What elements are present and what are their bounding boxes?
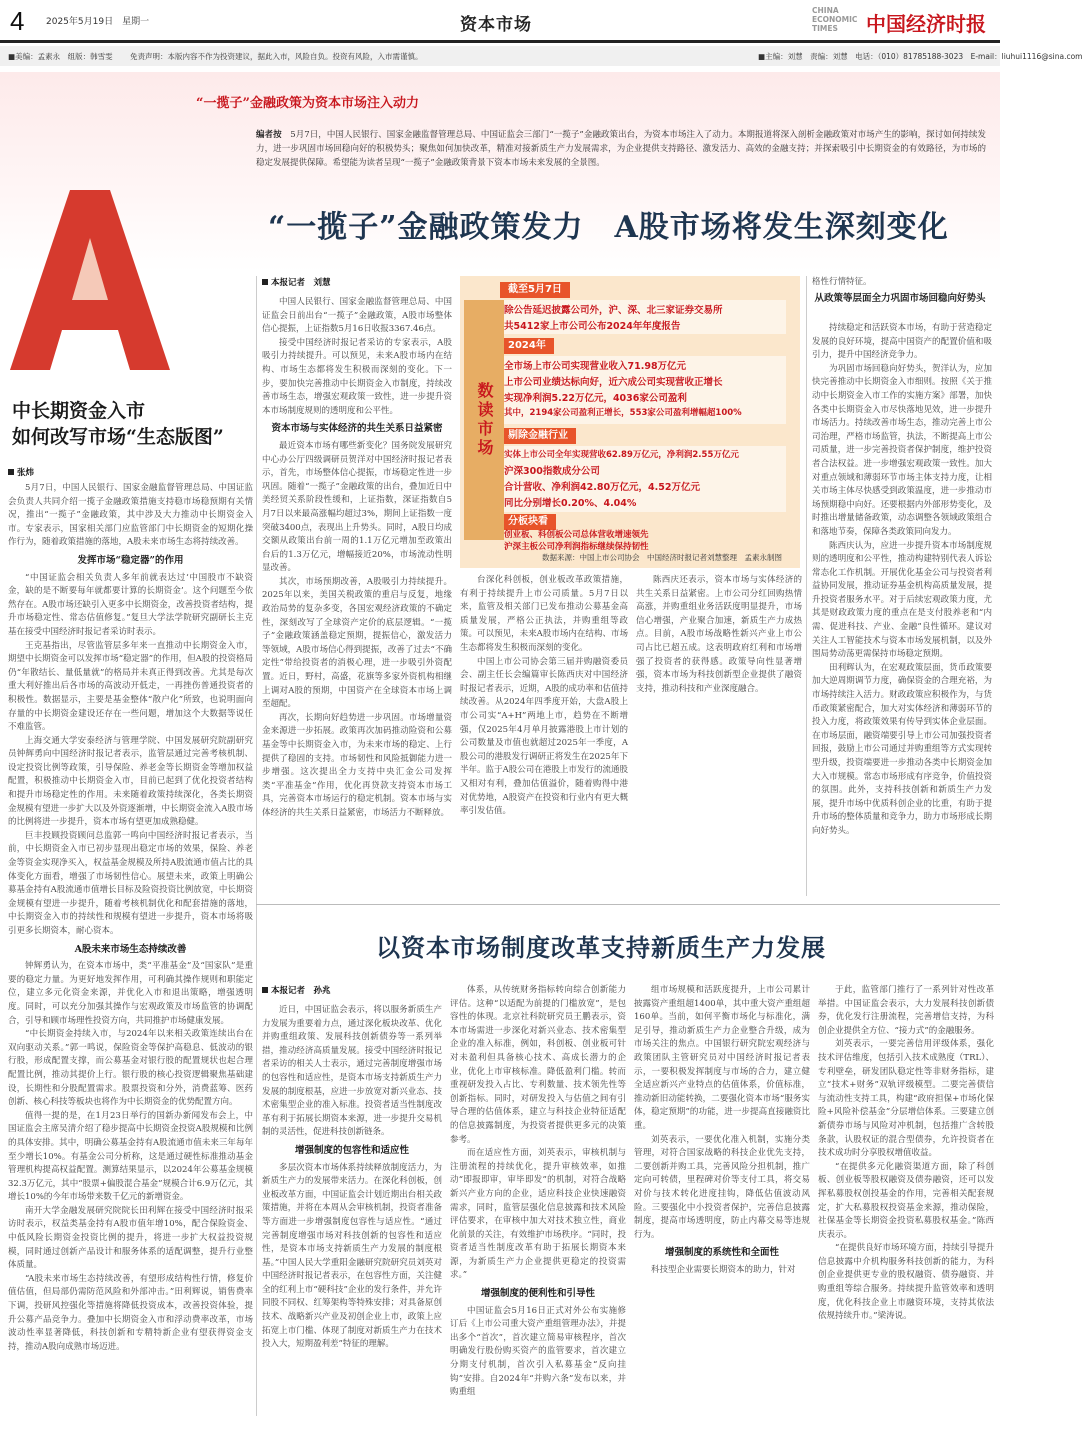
infographic-side-title: 数读市场 xyxy=(464,300,504,540)
info-line: 全市场上市公司实现营业收入71.98万亿元 xyxy=(504,361,687,372)
paragraph: 南开大学金融发展研究院院长田利辉在接受中国经济时报采访时表示，权益类基金持有A股市值年增10%，配合保险资金、中低风险长期资金投资比例的提升，将进一步扩大权益投资规模，同时通过创新产品设计和服务体系的适配调整，提升行业整体质量。 xyxy=(8,1205,253,1271)
paragraph: 多层次资本市场体系持续释放制度活力，为新质生产力的发展带来活力。在深化科创板，创业板改革方面，中国证监会计划近期出台相关政策措施，并将在本周从会审核机制，投资者准备等方面进一步增强制度包容性与适应性。“通过完善制度增强市场对科技创新的包容性和适应性，是资本市场支持新质生产力发展的制度根基。”中国人民大学重阳金融研究院研究员刘英对中国经济时报记者表示，在包容性方面，关注健全的红利上市“硬科技”企业的发行条件，并允许同股不同权、红筹架构等特殊安排；对具备原创技术、战略新兴产业及初创企业上市，政策上应拓宽上市门槛、体现了制度对新质生产力在技术投入大，短期盈利差”特征的理解。 xyxy=(262,1162,442,1350)
paragraph: 中国证监会5月16日正式对外公布实施修订后《上市公司重大资产重组管理办法》，并提出多个“首次”，首次建立简易审核程序，首次明确发行股份购买资产的监管要求，首次建立分期支付机制，首次引入私募基金“反向挂钩”安排。自2024年“并购六条”发布以来，并购重组 xyxy=(450,1305,626,1398)
paragraph: 中国上市公司协会第三届并购融资委员会、副主任长会编篇审长陈西庆对中国经济时报记者表示，近期，A股的成功率和估值持续改善。从2024年四季度开始，大盘A股上市公司实“A+H”两地上市，趋势在不断增强，仅2025年4月单月披露港股上市计划的公司数量及市值也就超过2025年一季度，A股公司的港股发行调研正将发生在2025年下半年。监于A股公司在港股上市发行的流通股又相对有利，叠加估值溢价，随着购得中港对优势地，A股资产在投资和行业内有更大概率引发估值。 xyxy=(460,656,628,817)
paragraph: 值得一提的是，在1月23日举行的国新办新闻发布会上，中国证监会主席吴清介绍了稳步提高中长期资金投资A股规模和比例的具体安排。其中，明确公募基金持有A股流通市值未来三年每年至少增长10%。有基金公司分析称，这是通过硬性标准推动基金管理机构提高权益配置。测算结果显示，以2024年公募基金规模32.3万亿元，其中“股票+偏股混合基金”规模合计6.9万亿元，其增长10%的今年市场带来数千亿元的新增资金。 xyxy=(8,1110,253,1203)
middle-subhead: 资本市场与实体经济的共生关系日益紧密 xyxy=(271,423,443,435)
paragraph: 于此，监管部门推行了一系列针对性改革举措。中国证监会表示，大力发展科技创新债券，优化发行注册流程，完善增信支持，为科创企业提供全方位、“接力式”的金融服务。 xyxy=(818,985,994,1036)
paragraph: “在提供良好市场环境方面，持续引导提升信息披露中介机构服务科技创新的能力，为科创企业提供更专业的股权融资、债券融资、并购重组等综合服务。持续提升监管效率和透明度，优化科技企业上市融资环境，支持其依法依规持续升市。”梁涛说。 xyxy=(818,1243,994,1322)
paragraph: 5月7日，中国人民银行、国家金融监督管理总局、中国证监会负责人共同介绍一揽子金融政策措施支持稳市场稳预期有关情况，推出“一揽子”金融政策，其中涉及大力推动中长期资金入市。专家表示，国家相关部门应监管部门中长期资金的短期化操作行为，随着政策措施的落地，A股未来市场生态将持续改善。 xyxy=(8,483,253,548)
paragraph: 田利辉认为，在宏观政策层面，货币政策要加大逆周期调节力度，确保资金的合理充裕，为市场持续注入活力。财政政策应积极作为，与货币政策紧密配合，加大对实体经济和薄弱环节的投入力度，将政策效果有传导到实体企业层面。在市场层面，融资端要引导上市公司加强投资者回报，鼓励上市公司通过并购重组等方式实现转型升级，投资端要进一步推动各类中长期资金加大入市规模。常态市场形成有序竞争，价值投资的氛围。此外，支持科技创新和新质生产力发展，提升市场中优质科创企业的比重，有助于提升市场的整体质量和竞争力，助力市场形成长期向好势头。 xyxy=(812,662,992,836)
info-line: 沪深300指数成分公司 xyxy=(504,466,600,477)
left-subhead-1: 发挥市场“稳定器”的作用 xyxy=(77,554,184,566)
right-subhead: 从政策等层面全力巩固市场回稳向好势头 xyxy=(814,293,986,304)
middle-article-col2 xyxy=(460,574,628,894)
paragraph: 刘英表示，一要完善信用评级体系，强化技术评估维度，包括引入技术成熟度（TRL）、专利壁垒，研发团队稳定性等非财务指标，建立“技术+财务”双轨评级模型。二要完善债信与流动性支持工具，构建“政府担保+市场化保险+风险补偿基金”分层增信体系。三要建立创新债券市场与风险对冲机制，包括推广含转股条款，认股权证的混合型债券，允许投资者在技术成功时分享股权增值收益。 xyxy=(818,1039,994,1159)
editor-note-text: 5月7日，中国人民银行、国家金融监督管理总局、中国证监会三部门“一揽子”金融政策出台，为资本市场注入了动力。本期报道将深入剖析金融政策对市场产生的影响，探讨如何持续发力，进一步巩固市场回稳向好的积极势头；聚焦如何加快改革，精准对接新质生产力发展需求，为企业提供支持路径、激发活力、高效的金融支持；并探索吸引中长期资金的有效路径，为市场的稳定发展提供保障。希望能为读者呈现“一揽子”金融政策背景下资本市场未来发展的全景图。 xyxy=(256,130,986,168)
info-line: 共5412家上市公司公布2024年年度报告 xyxy=(504,321,681,332)
info-source: 数据来源：中国上市公司协会 中国经济时报记者刘慧整理 孟素永制图 xyxy=(542,553,782,562)
credit-bar xyxy=(0,46,1082,66)
big-letter-a-graphic xyxy=(0,180,170,370)
bottom-subhead-3: 增强制度的系统性和全面性 xyxy=(664,1247,779,1259)
paragraph: “中长期资金持续入市，与2024年以来相关政策连续出台在双向驱动关系。”郭一鸣说，保险资金等保护高稳息、低波动的银行股，形成配置支撑，而公募基金对银行股的配置规状也起合理配置比例，推动其提价上行。银行股的核心投资逻辑聚焦基础建设，长期性和分股配置需求。股票投资和分外，消费蓝筹、医药创新、核心科技等板块也将作为中长期资金的优势配置方向。 xyxy=(8,1029,253,1108)
info-line: 沪深主板公司净利润指标继续保持韧性 xyxy=(504,542,649,552)
newspaper-logo: 中国经济时报 xyxy=(866,12,986,36)
right-lead-text: 格性行情特征。 xyxy=(812,277,872,287)
info-line: 其中，2194家公司盈利正增长，553家公司盈利增幅超100% xyxy=(504,408,742,418)
info-pill-year: 2024年 xyxy=(500,338,554,354)
paragraph: 钟辉勇认为，在资本市场中，类“平准基金”及“国家队”是重要的稳定力量。为更好地发挥作用，可利确其操作规则和职能定位，建立多元化资金来源，并优化入市和退出策略，增强透明度。同时，可以充分加强其操作与宏观政策及市场监管的协调配合，引导和顾市场理性投资方向，共同推护市场健康发展。 xyxy=(8,961,253,1026)
left-article-title xyxy=(12,398,252,450)
bottom-subhead-1: 增强制度的包容性和适应性 xyxy=(294,1144,409,1156)
left-title-line2: 如何改写市场“生态版图” xyxy=(12,426,224,448)
paragraph: 再次，长期向好趋势进一步巩固。市场增量资金来源进一步拓展。政策再次加码推动险资和公募基金等中长期资金入市，为未来市场的稳定、上行提供了稳固的支持。市场韧性和风险抵御能力进一步增强。这次提出全力支持中央汇金公司发挥类“平准基金”作用，优化再贷款支持资本市场工具，完善资本市场运行的稳定机制。资本市场与实体经济的共生关系日益紧密，市场活力不断释放。 xyxy=(262,712,452,818)
left-title-line1: 中长期资金入市 xyxy=(12,400,146,422)
left-article-body xyxy=(8,482,253,1412)
info-pill-exfinance: 剔除金融行业 xyxy=(500,428,576,444)
paragraph: 近日，中国证监会表示，将以服务新质生产力发展为重要着力点，通过深化板块改革、优化并购重组政策、发展科技创新债券等一系列举措，推动经济高质量发展。接受中国经济时报记者采访的相关人士表示，通过完善制度增强市场的包容性和适应性，是资本市场支持新质生产力发展的制度根基，应进一步放宽对新兴业态、技术密集型企业的准入标准。投资者适当性制度改革有利于拓展长期资本来源，进一步提升交易机制的灵活性，促进科技创新链条。 xyxy=(262,1005,442,1138)
bottom-col1 xyxy=(262,1004,442,1414)
right-lead xyxy=(812,276,992,290)
paragraph: 体系，从传统财务指标转向综合创新能力评估。这种“以适配为前提的门槛放宽”，是包容性的体现。北京社科院研究员王鹏表示，资本市场需进一步深化对新兴业态、技术密集型企业的准入标准，例如，科创板、创业板可针对未盈利但具备核心技术、高成长潜力的企业，优化上市审核标准。降低盈利门槛。转而重视研发投入占比、专利数量、技术领先性等创新指标。同时，对研发投入与估值之间有引导合理的估值体系，建立与科技企业特征适配的信息披露制度，为投资者提供更多元的决策参考。 xyxy=(450,985,626,1145)
paragraph: 中国人民银行、国家金融监督管理总局、中国证监会日前出台“一揽子”金融政策，A股市场整体信心提振，上证指数5月16日收报3367.46点。 xyxy=(262,297,452,335)
paragraph: 陈西庆认为，应进一步提升资本市场制度规则的透明度和公平性，推动构建特别代表人诉讼常态化工作机制。开展优化基金公司与投资者利益协同发展，推动证券基金机构高质量发展，提升投资者服务水平。对于后续宏观政策力度，尤其是财政政策力度的重点在是支付股养老和“内需、促进科技、产业、金融”良性循环。建议对关注人工智能技术与资本市场发展机制，以及外围局势动荡更需保持市场稳定预期。 xyxy=(812,540,992,660)
issue-date: 2025年5月19日 星期一 xyxy=(46,17,150,27)
bottom-subhead-2: 增强制度的便利性和引导性 xyxy=(480,1288,595,1300)
paragraph: 组市场规模和活跃度提升，上市公司累计披露资产重组超1400单，其中重大资产重组超160单。当前，如何平衡市场化与标准化，满足引导，推动新质生产力企业整合升级，成为市场关注的焦点。中国银行研究院宏观经济与政策团队主管研究员对中国经济时报记者表示，一要积极发挥制度与市场的合力，建立健全适应新兴产业特点的估值体系，价值标准，推动新旧动能转换，二要强化资本市场“服务实体，稳定预期”的功能，进一步提高直接融资比重。 xyxy=(634,985,810,1131)
paragraph: 接受中国经济时报记者采访的专家表示，A股吸引力持续提升。可以预见，未来A股市场内在结构、市场生态都将发生积极而深刻的变化。下一步，要加快完善推动中长期资金入市制度，持续改善市场生态，增强宏观政策一致性，进一步提升资本市场制度规则的透明度和公平性。 xyxy=(262,337,452,416)
editor-note-label: 编者按 xyxy=(256,130,282,140)
paragraph: 持续稳定和活跃资本市场，有助于营造稳定发展的良好环境，提高中国资产的配置价值和吸引力，提升中国经济竞争力。 xyxy=(812,323,992,361)
infographic xyxy=(460,276,800,568)
info-line: 实体上市公司全年实现营收62.89万亿元，净利润2.55万亿元 xyxy=(504,450,739,460)
paragraph: “中国证监会相关负责人多年前就表达过‘中国股市不缺资金，缺的是不断要每年就都要计算的长期资金’。这个问题至今依然存在。A股市场还缺引入更多中长期资金，改善投资者结构，提升市场稳定性、常态估值修复。”复旦大学法学院研究副研长主克基在接受中国经济时报记者采访时表示。 xyxy=(8,572,253,637)
paragraph: “在提供多元化融资渠道方面，除了科创板、创业板等股权融资及债券融资，还可以发挥私募股权创投基金的作用，完善相关配套规定，扩大私募股权投资基金来源，推动保险，社保基金等长期资金投资私募股权基金。”陈西庆表示。 xyxy=(818,1161,994,1240)
paragraph: 王克基指出，尽管监管层多年来一直推动中长期资金入市，期望中长期资金可以发挥市场“稳定器”的作用，但A股的投资格局仍“年散结长、量低量就”的格局并未真正得到改善。尤其是每次重大利好推出后各市场的高波动开低走，一再挫伤普通投资者的积极性。数据显示，主要是基金整体“散户化”所致，也说明面向存量的中长期资金建设还存在一些问题，增加这个大数据等说任不难监管。 xyxy=(8,640,253,733)
bottom-headline: 以资本市场制度改革支持新质生产力发展 xyxy=(376,933,826,962)
info-pill-boards: 分板块看 xyxy=(500,514,556,530)
paragraph: 巨丰投顾投资顾问总监郭一鸣向中国经济时报记者表示，当前，中长期资金入市已初步显现出稳定市场的效果，保险、养老金等资金实现净买入，权益基金规模及所持A股流通市值占比的具体变化方面看，增强了市场韧性信心。展望未来，政策上明确公募基金持有A股流通市值增长目标及险资投资比例放宽，中长期资金规模有望进一步提升，随着考核机制优化和配套措施的落地，中长期资金入市的持续性和规模有望进一步提升，资本市场将吸引更多长期资本，耐心资本。 xyxy=(8,830,253,936)
header-rule xyxy=(0,40,1000,43)
paragraph: 其次，市场预期改善，A股吸引力持续提升。2025年以来，美国关税政策的重启与反复，地缘政治局势的复杂多变，各国宏观经济政策的不确定性，深刻改写了全球资产定价的底层逻辑。“一揽子”金融政策涵盖稳定预期，提振信心，激发活力等领域，A股市场信心得到提振，改善了过去“不确定性”带给投资者的消极心理，进一步吸引外资配置。近日，野村，高盛，花旗等多家外资机构相继上调对A股的预期，中国资产在全球资本市场上调至超配。 xyxy=(262,576,452,710)
section-title: 资本市场 xyxy=(460,15,532,35)
info-line: 除公告延迟披露公司外，沪、深、北三家证券交易所 xyxy=(504,305,723,316)
bottom-col3 xyxy=(634,984,810,1414)
info-line: 实现净利润5.22万亿元，4036家公司盈利 xyxy=(504,393,687,404)
editor-note xyxy=(256,128,986,170)
page-number: 4 xyxy=(10,6,25,36)
logo-english: CHINA ECONOMIC TIMES xyxy=(812,6,858,33)
paragraph: 科技型企业需要长期资本的助力，针对 xyxy=(651,1264,796,1275)
info-line: 同比分别增长0.20%、4.04% xyxy=(504,498,637,509)
right-article-body xyxy=(812,322,992,894)
left-byline: 张炜 xyxy=(8,466,34,478)
middle-article-col3 xyxy=(636,574,802,894)
paragraph: 陈西庆还表示，资本市场与实体经济的共生关系日益紧密。上市公司分红回购热情高涨，并购重组业务活跃度明显提升，市场信心增强，产业聚合加速，新质生产力成热点。目前，A股市场战略性新兴产业上市公司占比已超五成。这表明政府红利和市场增强了投资者的获得感。政策导向性显著增强，资本市场为科技创新型企业提供了融资支持，推动科技和产业深度融合。 xyxy=(636,575,802,694)
credits-right: ■主编：刘慧 责编：刘慧 电话：（010）81785188-3023 E-mail：liuhui1116@sina.com xyxy=(758,52,1082,61)
credits-left: ■美编：孟素永 组版：韩雪雯 xyxy=(8,52,113,61)
info-pill-date: 截至5月7日 xyxy=(500,282,570,298)
info-line: 创业板、科创板公司总体营收增速领先 xyxy=(504,530,649,540)
disclaimer: 免责声明：本版内容不作为投资建议，据此入市，风险自负。投资有风险，入市需谨慎。 xyxy=(130,52,423,61)
column-rule xyxy=(256,276,257,1416)
middle-byline: 本报记者 刘慧 xyxy=(262,276,331,288)
info-line: 合计营收、净利润42.80万亿元，4.52万亿元 xyxy=(504,482,700,493)
paragraph: 台深化科创板，创业板改革政策措施，有利于持续提升上市公司质量。5月7日以来，监管及相关部门已发布推动公募基金高质量发展，严格公正执法，并购重组等政策。可以预见，未来A股市场内在结构、市场生态都将发生积极而深刻的变化。 xyxy=(460,575,628,653)
bottom-byline: 本报记者 孙兆 xyxy=(262,984,331,996)
paragraph: 上海交通大学安泰经济与管理学院、中国发展研究院副研究员钟辉勇向中国经济时报记者表示，监管层通过完善考核机制、设定投资比例等政策，引导保险、养老金等长期资金等增加权益配置，积极推动中长期资金入市，目前已起到了优化投资者结构和提升市场稳定性的作用。未来随着政策持续深化，各类长期资金规模有望进一步扩大以及外资逐渐增，中长期资金流入A股市场的比例将进一步提升，资本市场有望更加成熟稳健。 xyxy=(8,735,253,828)
info-line: 上市公司业绩达标向好，近六成公司实现营收正增长 xyxy=(504,377,723,388)
bottom-col2 xyxy=(450,984,626,1414)
column-rule xyxy=(806,276,807,896)
paragraph: “A股未来市场生态持续改善，有望形成结构性行情，修复价值估值，但局部仍需防范风险和外部冲击。”田利辉说，销售费率下调，投研风控强化等措施将降低投资成本，改善投资体验，提升公募产品竞争力。叠加中长期资金入市和浮动费率改革，市场波动性率显著降低，科技创新和专精特新企业有望获得资金支持，推动A股向成熟市场迈进。 xyxy=(8,1273,253,1352)
section-divider xyxy=(256,904,1000,905)
paragraph: 而在适应性方面，刘英表示，审核机制与注册流程的持续优化，提升审核效率，如推动“即报即审，审毕即发”的机制，对符合战略新兴产业方向的企业，适应科技企业快速融资需求，同时，监管层强化信息披露和技术风险评估要求，在审核中加大对技术独立性，商业化前景的关注，有效维护市场秩序。“同时，投资者适当性制度改革有助于拓展长期资本来源，为新质生产力企业提供更稳定的投资需求。” xyxy=(450,1148,626,1281)
paragraph: 为巩固市场回稳向好势头，贺洋认为，应加快完善推动中长期资金入市细则。按照《关于推动中长期资金入市工作的实施方案》部署，加快各类中长期资金入市尽快落地见效，进一步提升市场活力。持续改善市场生态，推动完善上市公司治理，严格市场监管，执法，不断提高上市公司质量，进一步完善投资者保护制度，维护投资者合法权益。进一步增强宏观政策一致性。加大对重点领域和薄弱环节市场主体支持力度，让相关市场主体尽快感受到政策温度，进一步推动市场预期稳中向好。还要根据内外部形势变化，及时推出增量储备政策，动态调整各领域政策组合和落地节奏，保障各类政策同向发力。 xyxy=(812,363,992,537)
bottom-col4 xyxy=(818,984,994,1414)
paragraph: 刘英表示，一要优化准入机制，实施分类管理，对符合国家战略的科技企业优先支持，二要创新并购工具，完善风险分担机制，推广定向可转债，里程碑对价等支付工具，将交易对价与技术转化进度挂钩，降低估值波动风险。三要强化中小投资者保护，完善信息披露制度，提高市场透明度，防止内幕交易等违规行为。 xyxy=(634,1134,810,1240)
hero-banner: “一揽子”金融政策为资本市场注入动力 xyxy=(196,96,419,111)
main-headline: “一揽子”金融政策发力 A股市场将发生深刻变化 xyxy=(268,210,949,245)
left-subhead-2: A股未来市场生态持续改善 xyxy=(74,943,187,955)
paragraph: 最近资本市场有哪些新变化？国务院发展研究中心办公厅四级调研员贺洋对中国经济时报记者表示，首先，市场整体信心提振，市场稳定性进一步巩固。随着“一揽子”金融政策的出台，叠加近日中美经贸关系阶段性缓和，上证指数，深证指数自5月7日以来最高涨幅均超过3%，期间上证指数一度突破3400点，表现出上升势头。同时，A股日均成交额从政策出台前一周的1.1万亿元增加至政策出台后的1.3万亿元，增幅接近20%，市场流动性明显改善。 xyxy=(262,440,452,574)
middle-article-col1 xyxy=(262,296,452,894)
